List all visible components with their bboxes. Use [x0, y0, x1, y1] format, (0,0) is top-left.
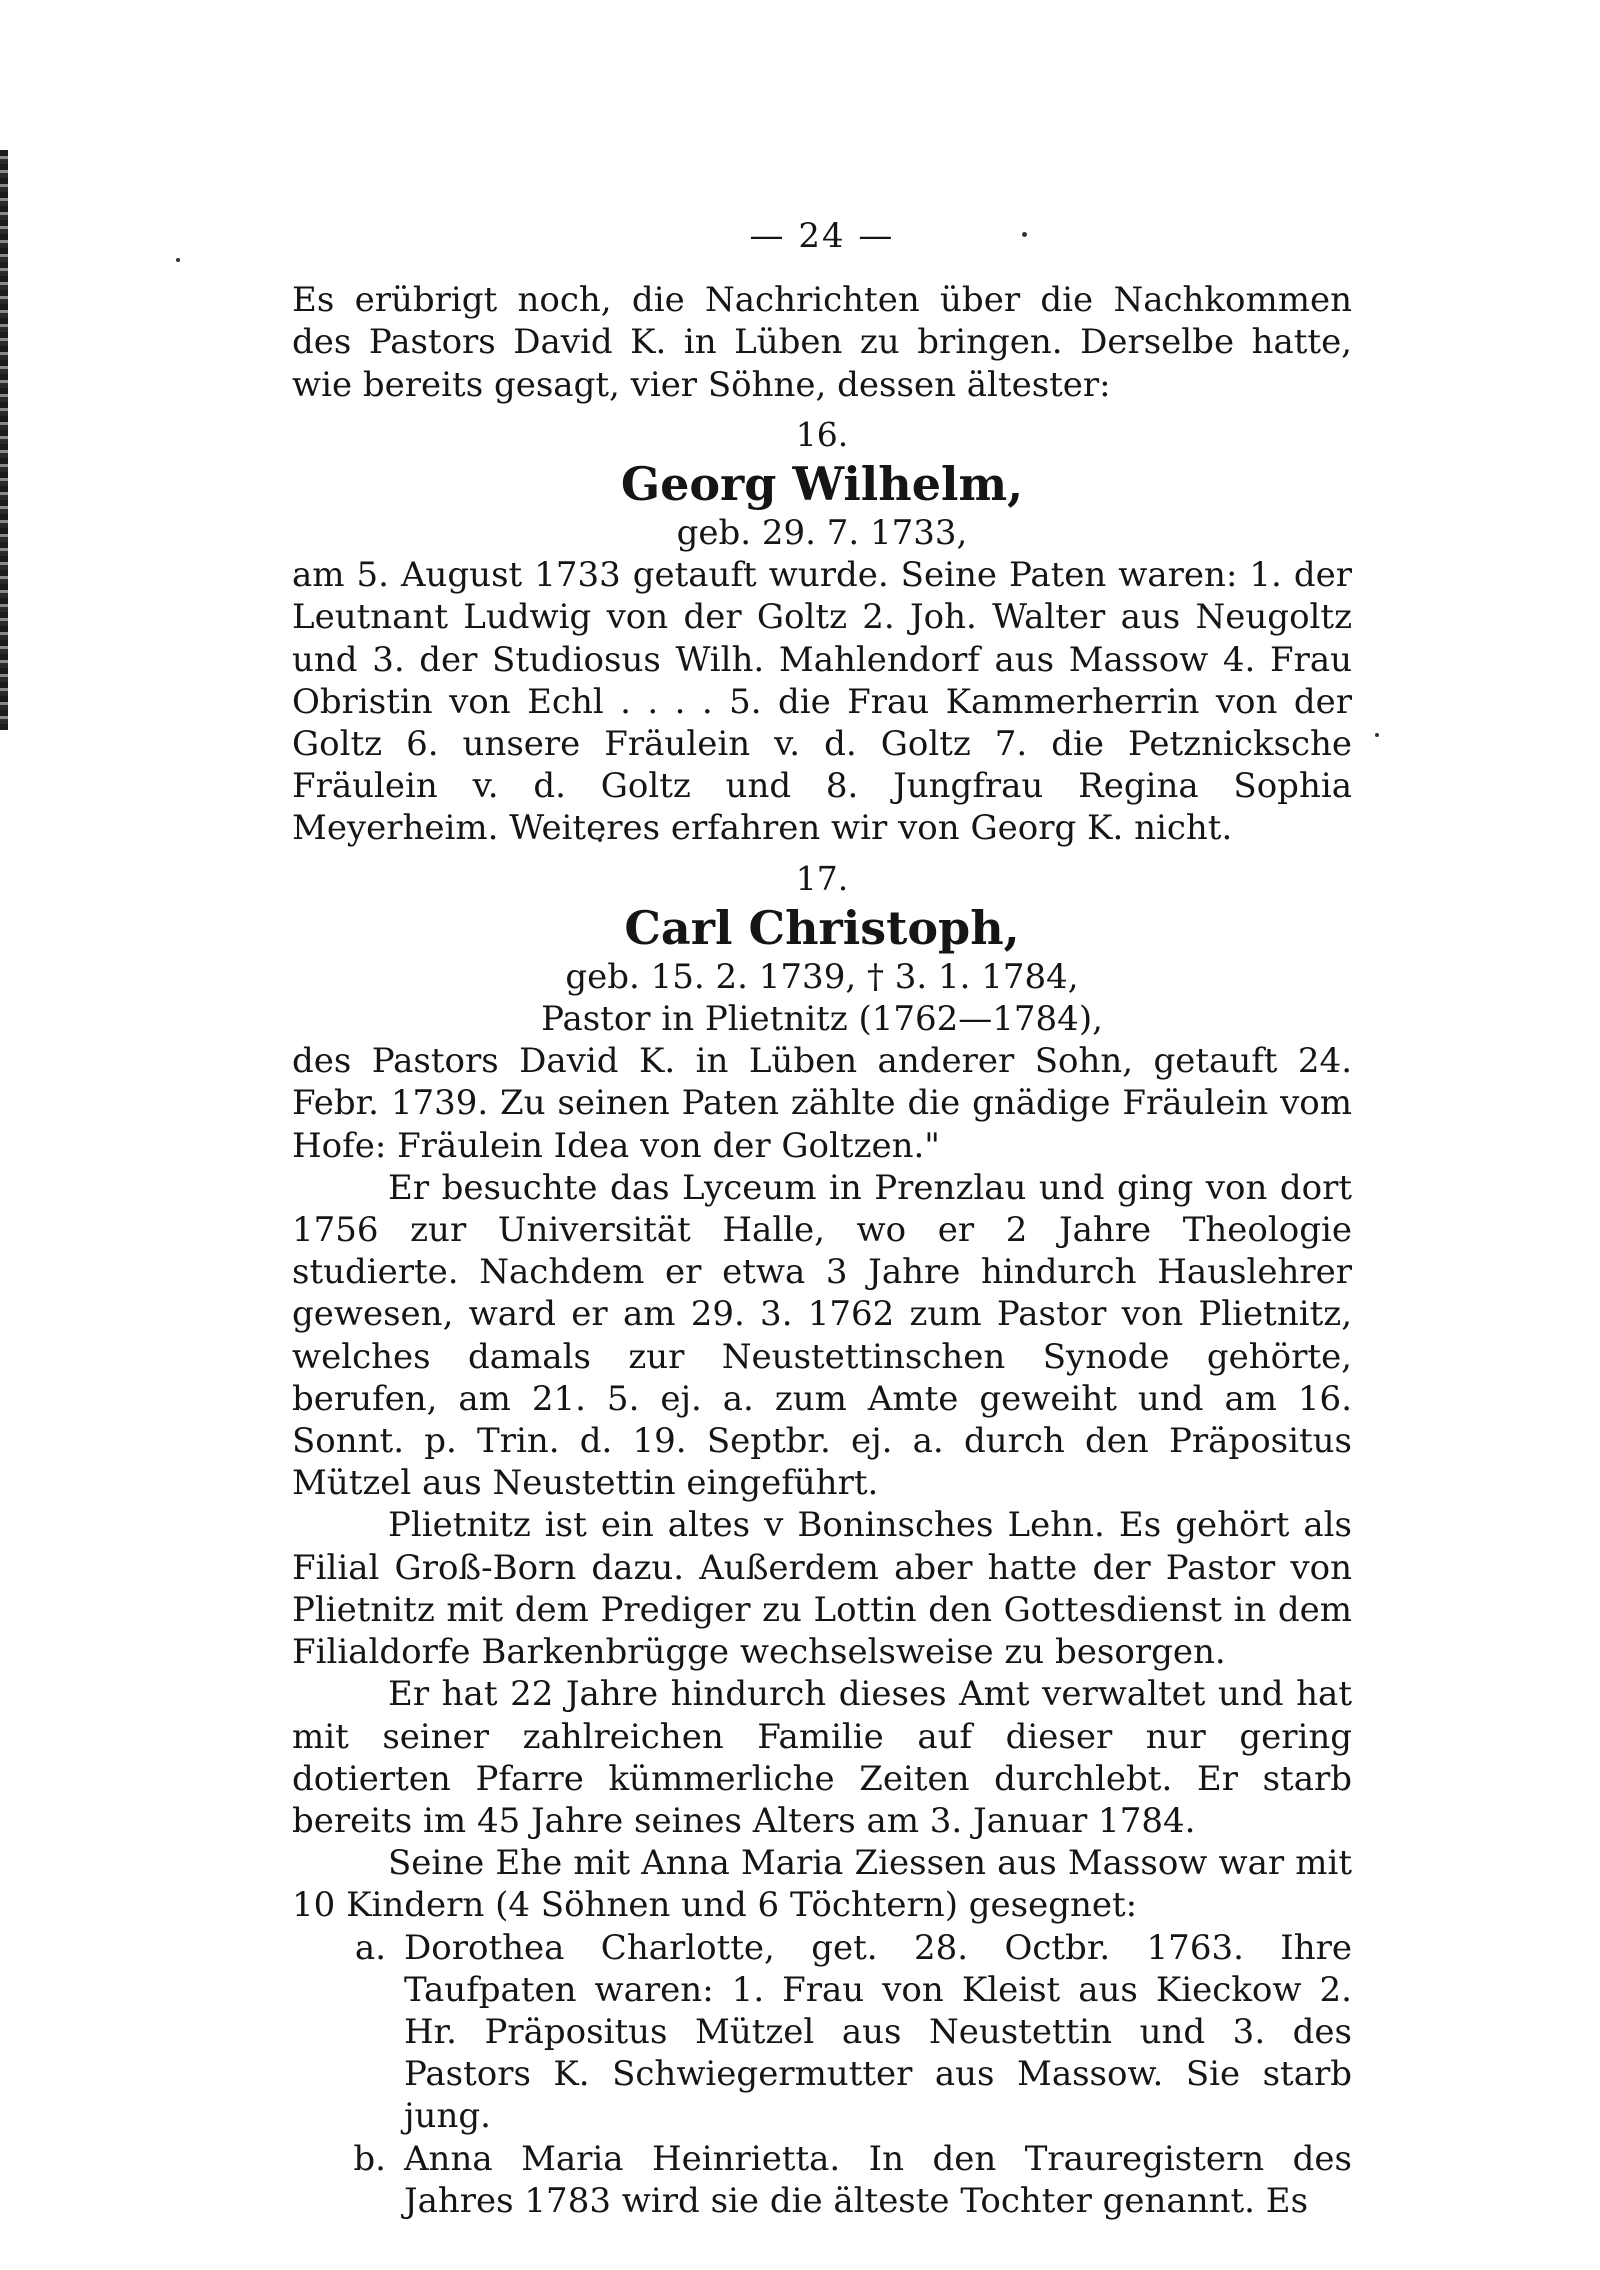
entry-number: 16.	[795, 414, 849, 454]
entry-number: 17.	[795, 858, 849, 898]
entry-carl-christoph	[292, 858, 1352, 2222]
scan-speck	[1375, 733, 1379, 737]
child-text: Dorothea Charlotte, get. 28. Octbr. 1763. Ihre Taufpaten waren: 1. Frau von Kleist aus Kieckow 2. Hr. Präpositus Mützel aus Neustettin und 3. des Pastors K. Schwiegermutter aus Massow. Sie starb jung.	[404, 1927, 1352, 2137]
scan-speck	[176, 258, 180, 262]
page-number: — 24 —	[749, 216, 895, 256]
body-paragraph: Er besuchte das Lyceum in Prenzlau und ging von dort 1756 zur Universität Halle, wo er 2 Jahre Theologie studierte. Nachdem er etwa 3 Jahre hindurch Hauslehrer gewesen, ward er am 29. 3. 1762 zum Pastor von Plietnitz, welches damals zur Neustettinschen Synode gehörte, berufen, am 21. 5. ej. a. zum Amte geweiht und am 16. Sonnt. p. Trin. d. 19. Septbr. ej. a. durch den Präpositus Mützel aus Neustettin eingeführt.	[292, 1167, 1352, 1504]
child-label: a.	[354, 1927, 386, 1968]
entry-name-heading: Georg Wilhelm,	[620, 457, 1024, 512]
entry-dates: geb. 29. 7. 1733,	[676, 513, 968, 554]
entry-georg-wilhelm	[292, 414, 1352, 850]
body-paragraph: Seine Ehe mit Anna Maria Ziessen aus Massow war mit 10 Kindern (4 Söhnen und 6 Töchtern) gesegnet:	[292, 1843, 1352, 1926]
child-text: Anna Maria Heinrietta. In den Trauregistern des Jahres 1783 wird sie die älteste Tochter genannt. Es	[404, 2138, 1352, 2221]
scan-binding-edge	[0, 150, 8, 730]
body-paragraph: Plietnitz ist ein altes v Boninsches Lehn. Es gehört als Filial Groß-Born dazu. Außerdem aber hatte der Pastor von Plietnitz mit dem Prediger zu Lottin den Gottesdienst in dem Filialdorfe Barkenbrügge wechselsweise zu besorgen.	[292, 1505, 1352, 1673]
child-list-item	[292, 1927, 1352, 2138]
entry-position: Pastor in Plietnitz (1762—1784),	[541, 999, 1103, 1040]
book-page	[292, 215, 1352, 2222]
entry-text: am 5. August 1733 getauft wurde. Seine Paten waren: 1. der Leutnant Ludwig von der Goltz 2. Joh. Walter aus Neugoltz und 3. der Studiosus Wilh. Mahlendorf aus Massow 4. Frau Obristin von Echl . . . . 5. die Frau Kammerherrin von der Goltz 6. unsere Fräulein v. d. Goltz 7. die Petznicksche Fräulein v. d. Goltz und 8. Jungfrau Regina Sophia Meyerheim. Weiteres erfahren wir von Georg K. nicht.	[292, 555, 1352, 849]
intro-paragraph: Es erübrigt noch, die Nachrichten über die Nachkommen des Pastors David K. in Lüben zu bringen. Derselbe hatte, wie bereits gesagt, vier Söhne, dessen ältester:	[292, 280, 1352, 405]
entry-dates: geb. 15. 2. 1739, † 3. 1. 1784,	[565, 956, 1079, 997]
body-paragraph: Er hat 22 Jahre hindurch dieses Amt verwaltet und hat mit seiner zahlreichen Familie auf dieser nur gering dotierten Pfarre kümmerliche Zeiten durchlebt. Er starb bereits im 45 Jahre seines Alters am 3. Januar 1784.	[292, 1674, 1352, 1841]
child-list-item	[292, 2138, 1352, 2222]
entry-name-heading: Carl Christoph,	[624, 900, 1020, 955]
entry-text: des Pastors David K. in Lüben anderer Sohn, getauft 24. Febr. 1739. Zu seinen Paten zählte die gnädige Fräulein vom Hofe: Fräulein Idea von der Goltzen."	[292, 1041, 1352, 1166]
child-label: b.	[353, 2138, 386, 2179]
